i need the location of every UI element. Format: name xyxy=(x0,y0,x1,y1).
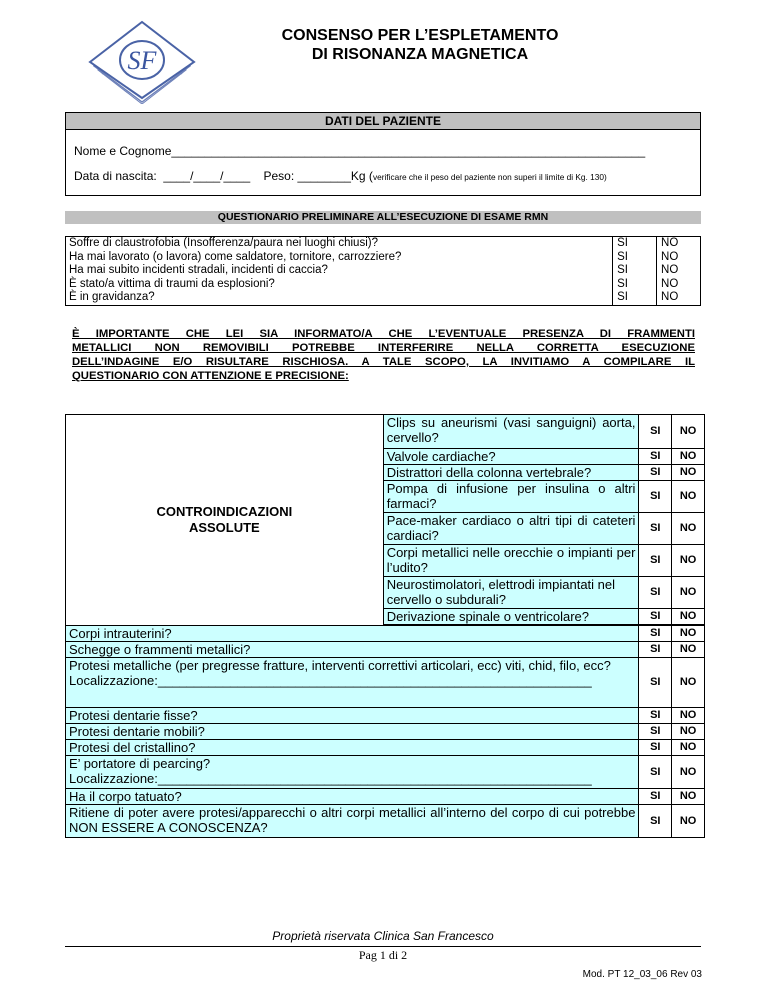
questionnaire-row xyxy=(66,237,701,306)
si-option[interactable]: SI xyxy=(639,449,672,465)
absolute-contraindications-label xyxy=(66,415,384,626)
location-field[interactable]: Localizzazione:____________________________________________________________ xyxy=(69,771,592,786)
weight-close: ) xyxy=(604,172,607,182)
warning-paragraph xyxy=(72,327,695,383)
si-option[interactable]: SI xyxy=(639,642,672,658)
no-option-4[interactable]: NO xyxy=(661,277,679,290)
si-option-5[interactable]: SI xyxy=(617,291,628,304)
si-option[interactable]: SI xyxy=(639,708,672,724)
no-option-3[interactable]: NO xyxy=(661,264,679,277)
table-row xyxy=(66,756,705,789)
contra-question: Ha il corpo tatuato? xyxy=(66,789,639,805)
contra-question: Distrattori della colonna vertebrale? xyxy=(383,465,639,481)
warning-line-4: QUESTIONARIO CON ATTENZIONE E PRECISIONE: xyxy=(72,370,349,382)
question-text xyxy=(66,237,613,306)
form-code: Mod. PT 12_03_06 Rev 03 xyxy=(582,969,702,980)
no-option[interactable]: NO xyxy=(672,658,705,708)
si-option[interactable]: SI xyxy=(639,545,672,577)
si-option[interactable]: SI xyxy=(639,577,672,609)
contra-question: Pace-maker cardiaco o altri tipi di cateteri cardiaci? xyxy=(383,513,639,545)
si-option[interactable]: SI xyxy=(639,789,672,805)
contra-question xyxy=(66,658,639,708)
si-option[interactable]: SI xyxy=(639,658,672,708)
table-row xyxy=(66,789,705,805)
si-option[interactable]: SI xyxy=(639,756,672,789)
question-5: È in gravidanza? xyxy=(69,291,155,304)
dob-field[interactable]: ____/____/____ xyxy=(163,169,251,183)
no-option[interactable]: NO xyxy=(672,545,705,577)
contraindications-table xyxy=(65,414,705,838)
name-line xyxy=(74,144,645,158)
title-line-1: CONSENSO PER L’ESPLETAMENTO xyxy=(281,27,559,44)
si-option[interactable]: SI xyxy=(639,626,672,642)
no-option[interactable]: NO xyxy=(672,756,705,789)
title-line-2: DI RISONANZA MAGNETICA xyxy=(311,46,529,63)
no-column xyxy=(657,237,701,306)
patient-data-header: DATI DEL PAZIENTE xyxy=(66,113,700,130)
no-option[interactable]: NO xyxy=(672,481,705,513)
weight-field[interactable]: ________ xyxy=(297,169,351,183)
si-option[interactable]: SI xyxy=(639,513,672,545)
si-option-4[interactable]: SI xyxy=(617,277,628,290)
footer-owner: Proprietà riservata Clinica San Francesco xyxy=(272,929,494,943)
document-title xyxy=(230,26,610,64)
questionnaire-header: QUESTIONARIO PRELIMINARE ALL’ESECUZIONE DI ESAME RMN xyxy=(65,211,701,224)
no-option[interactable]: NO xyxy=(672,708,705,724)
location-field[interactable]: Localizzazione:____________________________________________________________ xyxy=(69,673,592,688)
no-option[interactable]: NO xyxy=(672,724,705,740)
no-option[interactable]: NO xyxy=(672,449,705,465)
weight-note: verificare che il peso del paziente non superi il limite di Kg. 130 xyxy=(372,172,604,182)
clinic-logo xyxy=(82,18,202,104)
label-line-1: CONTROINDICAZIONI xyxy=(156,504,293,519)
table-row xyxy=(66,658,705,708)
si-option-2[interactable]: SI xyxy=(617,250,628,263)
question-text: E’ portatore di pearcing? xyxy=(69,756,211,771)
name-label: Nome e Cognome xyxy=(74,144,172,158)
no-option[interactable]: NO xyxy=(672,513,705,545)
no-option[interactable]: NO xyxy=(672,415,705,449)
contra-question: Valvole cardiache? xyxy=(383,449,639,465)
warning-line-1: È IMPORTANTE CHE LEI SIA INFORMATO/A CHE L’EVENTUALE PRESENZA DI FRAMMENTI xyxy=(72,328,695,340)
no-option[interactable]: NO xyxy=(672,465,705,481)
label-line-2: ASSOLUTE xyxy=(188,520,260,535)
contra-question: Pompa di infusione per insulina o altri farmaci? xyxy=(383,481,639,513)
contra-question: Derivazione spinale o ventricolare? xyxy=(383,609,639,625)
footer-divider xyxy=(65,946,701,947)
question-4: È stato/a vittima di traumi da esplosioni? xyxy=(69,277,275,290)
no-option[interactable]: NO xyxy=(672,626,705,642)
contra-question xyxy=(66,756,639,789)
table-row xyxy=(66,626,705,642)
si-column xyxy=(613,237,657,306)
no-option[interactable]: NO xyxy=(672,789,705,805)
no-option-1[interactable]: NO xyxy=(661,237,679,249)
question-text: Protesi metalliche (per pregresse fratture, interventi correttivi articolari, ecc) viti, chid, filo, ecc? xyxy=(69,658,611,673)
si-option[interactable]: SI xyxy=(639,481,672,513)
contra-question: Corpi intrauterini? xyxy=(66,626,639,642)
si-option-1[interactable]: SI xyxy=(617,237,628,249)
warning-line-2: METALLICI NON REMOVIBILI POTREBBE INTERFERIRE NELLA CORRETTA ESECUZIONE xyxy=(72,342,695,354)
si-option[interactable]: SI xyxy=(639,415,672,449)
contra-question: Protesi dentarie fisse? xyxy=(66,708,639,724)
dob-weight-line xyxy=(74,169,607,183)
no-option[interactable]: NO xyxy=(672,609,705,625)
contra-question: Schegge o frammenti metallici? xyxy=(66,642,639,658)
no-option-2[interactable]: NO xyxy=(661,250,679,263)
si-option[interactable]: SI xyxy=(639,724,672,740)
name-field[interactable]: _______________________________________________________________________ xyxy=(171,144,646,158)
no-option[interactable]: NO xyxy=(672,577,705,609)
no-option[interactable]: NO xyxy=(672,805,705,838)
contra-question: Protesi del cristallino? xyxy=(66,740,639,756)
no-option[interactable]: NO xyxy=(672,740,705,756)
weight-unit: Kg ( xyxy=(350,169,373,183)
table-row xyxy=(66,740,705,756)
patient-data-box xyxy=(65,112,701,196)
dob-label: Data di nascita: xyxy=(74,169,157,183)
si-option[interactable]: SI xyxy=(639,609,672,625)
contra-question: Ritiene di poter avere protesi/apparecchi o altri corpi metallici all’interno del corpo di cui potrebbe NON ESSERE A CONOSCENZA? xyxy=(66,805,639,838)
table-row xyxy=(66,415,705,449)
si-option[interactable]: SI xyxy=(639,740,672,756)
si-option-3[interactable]: SI xyxy=(617,264,628,277)
no-option-5[interactable]: NO xyxy=(661,291,679,304)
question-3: Ha mai subito incidenti stradali, incidenti di caccia? xyxy=(69,264,328,277)
contra-question: Neurostimolatori, elettrodi impiantati nel cervello o subdurali? xyxy=(383,577,639,609)
weight-label: Peso: xyxy=(263,169,295,183)
no-option[interactable]: NO xyxy=(672,642,705,658)
table-row xyxy=(66,708,705,724)
si-option[interactable]: SI xyxy=(639,805,672,838)
si-option[interactable]: SI xyxy=(639,465,672,481)
question-2: Ha mai lavorato (o lavora) come saldatore, tornitore, carrozziere? xyxy=(69,250,402,263)
warning-line-3: DELL’INDAGINE E/O RISULTARE RISCHIOSA. A TALE SCOPO, LA INVITIAMO A COMPILARE IL xyxy=(72,356,695,368)
table-row xyxy=(66,805,705,838)
contra-question: Protesi dentarie mobili? xyxy=(66,724,639,740)
page-number: Pag 1 di 2 xyxy=(358,948,408,962)
table-row xyxy=(66,724,705,740)
contra-question: Corpi metallici nelle orecchie o impianti per l’udito? xyxy=(383,545,639,577)
question-1: Soffre di claustrofobia (Insofferenza/paura nei luoghi chiusi)? xyxy=(69,237,378,249)
questionnaire-table xyxy=(65,236,701,306)
contra-question: Clips su aneurismi (vasi sanguigni) aorta, cervello? xyxy=(383,415,639,449)
table-row xyxy=(66,642,705,658)
logo-text: SF xyxy=(127,46,157,75)
